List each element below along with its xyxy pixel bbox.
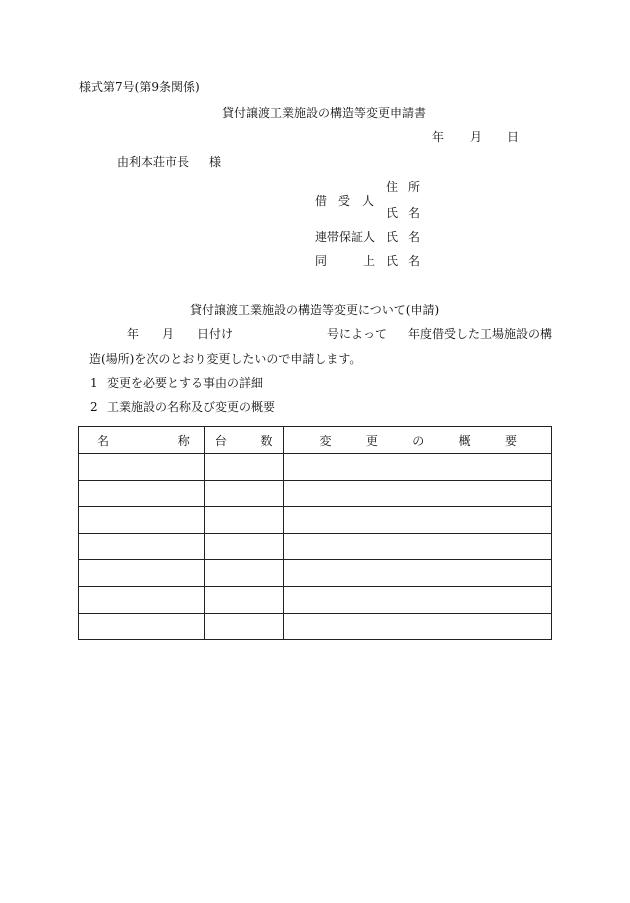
- name-cell[interactable]: [79, 613, 205, 640]
- date-day: 日: [507, 130, 520, 144]
- body-dated: 日付け: [197, 327, 234, 341]
- summary-cell[interactable]: [283, 586, 551, 613]
- summary-cell[interactable]: [283, 560, 551, 587]
- addressee-name: 由利本荘市長: [117, 155, 190, 169]
- applicant-name-label-1: 氏: [386, 206, 399, 220]
- name-cell[interactable]: [79, 480, 205, 507]
- body-line-2: 造(場所)を次のとおり変更したいので申請します。: [89, 352, 362, 366]
- co-guarantor-role-1: 同: [315, 254, 328, 268]
- table-row: [79, 480, 552, 507]
- header-name-char-2: 称: [177, 433, 190, 448]
- header-summary: [283, 427, 551, 454]
- item-2-text: 工業施設の名称及び変更の概要: [107, 400, 276, 414]
- applicant-role-1: 借: [315, 194, 328, 208]
- name-cell[interactable]: [79, 560, 205, 587]
- item-1-text: 変更を必要とする事由の詳細: [107, 376, 264, 390]
- name-cell[interactable]: [79, 507, 205, 534]
- address-label-2: 所: [408, 180, 421, 194]
- guarantor-name-label-1: 氏: [386, 230, 399, 244]
- count-cell[interactable]: [204, 507, 283, 534]
- co-guarantor-name-label-2: 名: [408, 254, 421, 268]
- body-month: 月: [162, 327, 175, 341]
- summary-cell[interactable]: [283, 454, 551, 481]
- header-summary-char-4: 概: [458, 433, 471, 448]
- header-name: [79, 427, 205, 454]
- guarantor-name-label-2: 名: [408, 230, 421, 244]
- form-id: 様式第7号(第9条関係): [79, 80, 200, 94]
- subject-line: 貸付譲渡工業施設の構造等変更について(申請): [190, 303, 440, 317]
- table-row: [79, 454, 552, 481]
- count-cell[interactable]: [204, 613, 283, 640]
- header-count-char-2: 数: [260, 433, 273, 448]
- co-guarantor-role-2: 上: [363, 254, 376, 268]
- date-year: 年: [432, 130, 445, 144]
- applicant-name-label-2: 名: [408, 206, 421, 220]
- name-cell[interactable]: [79, 586, 205, 613]
- body-year: 年: [127, 327, 140, 341]
- co-guarantor-name-label-1: 氏: [386, 254, 399, 268]
- guarantor-role: 連帯保証人: [315, 230, 376, 244]
- count-cell[interactable]: [204, 586, 283, 613]
- item-2-number: 2: [90, 400, 98, 414]
- table-row: [79, 560, 552, 587]
- applicant-role-2: 受: [338, 194, 351, 208]
- summary-cell[interactable]: [283, 507, 551, 534]
- header-name-char-1: 名: [97, 433, 110, 448]
- applicant-role-3: 人: [362, 194, 375, 208]
- body-rest: 年度借受した工場施設の構: [408, 327, 553, 341]
- body-number-phrase: 号によって: [327, 327, 388, 341]
- table-row: [79, 586, 552, 613]
- change-table: [78, 426, 552, 640]
- header-summary-char-3: の: [412, 433, 425, 448]
- header-summary-char-1: 変: [319, 433, 332, 448]
- count-cell[interactable]: [204, 533, 283, 560]
- summary-cell[interactable]: [283, 480, 551, 507]
- item-1-number: 1: [90, 376, 98, 390]
- addressee-honorific: 様: [209, 155, 222, 169]
- summary-cell[interactable]: [283, 613, 551, 640]
- count-cell[interactable]: [204, 560, 283, 587]
- count-cell[interactable]: [204, 480, 283, 507]
- address-label-1: 住: [386, 180, 399, 194]
- table-row: [79, 533, 552, 560]
- summary-cell[interactable]: [283, 533, 551, 560]
- table-header-row: [79, 427, 552, 454]
- table-row: [79, 613, 552, 640]
- name-cell[interactable]: [79, 533, 205, 560]
- table-row: [79, 507, 552, 534]
- header-count: [204, 427, 283, 454]
- date-month: 月: [470, 130, 483, 144]
- name-cell[interactable]: [79, 454, 205, 481]
- document-title: 貸付譲渡工業施設の構造等変更申請書: [222, 106, 427, 120]
- count-cell[interactable]: [204, 454, 283, 481]
- header-summary-char-2: 更: [365, 433, 378, 448]
- header-summary-char-5: 要: [504, 433, 517, 448]
- header-count-char-1: 台: [214, 433, 227, 448]
